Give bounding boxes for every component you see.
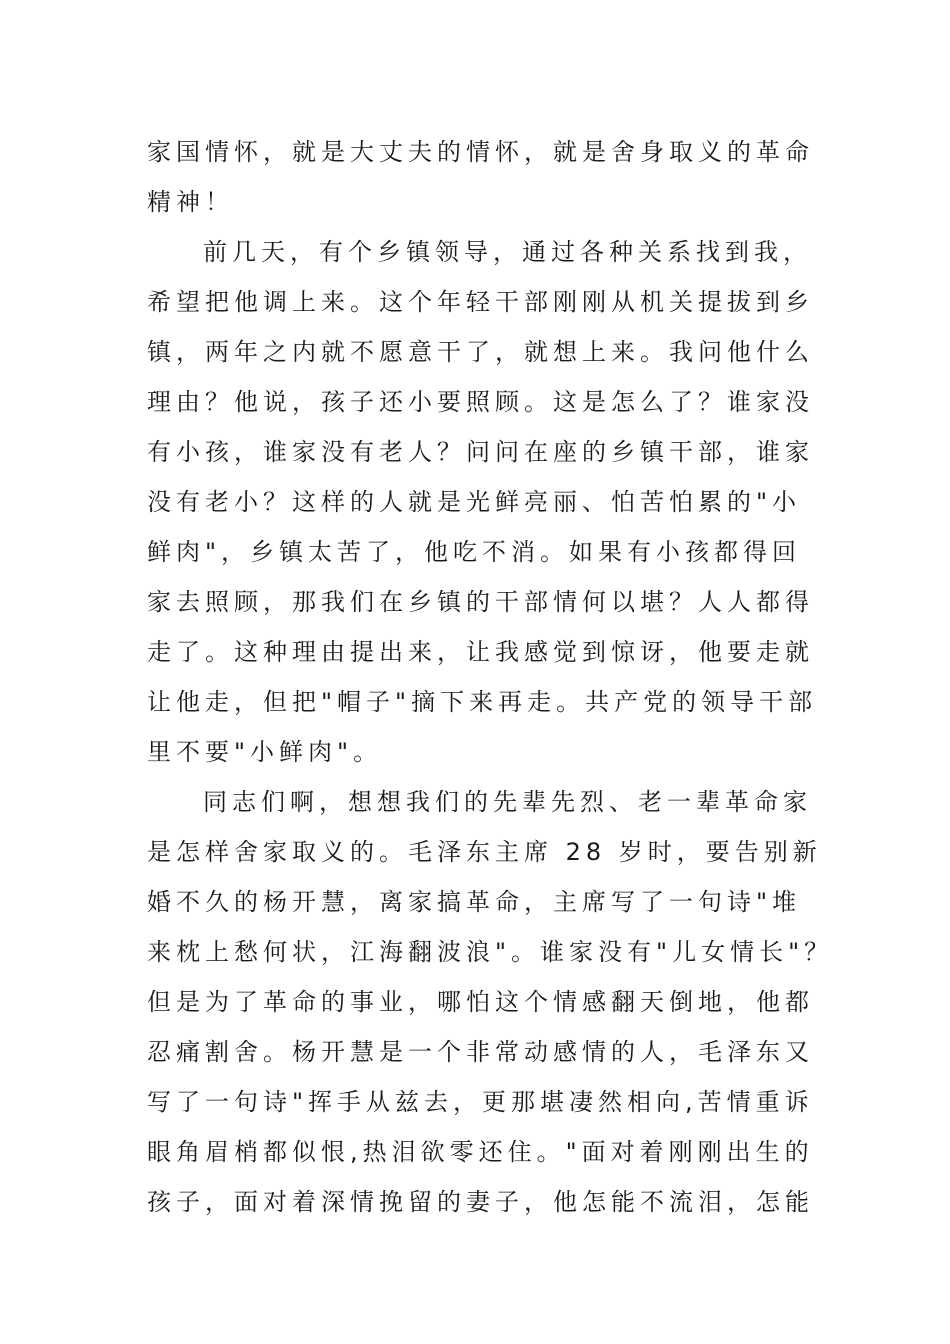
text-line: 写了一句诗"挥手从兹去，更那堪凄然相向,苦情重诉 <box>147 1088 814 1116</box>
text-line: 鲜肉"，乡镇太苦了，他吃不消。如果有小孩都得回 <box>147 538 802 566</box>
text-line: 家国情怀，就是大丈夫的情怀，就是舍身取义的革命 <box>147 138 814 166</box>
text-line: 有小孩，谁家没有老人？问问在座的乡镇干部，谁家 <box>147 438 814 466</box>
text-line: 来枕上愁何状，江海翻波浪"。谁家没有"儿女情长"？ <box>147 938 834 966</box>
text-line: 镇，两年之内就不愿意干了，就想上来。我问他什么 <box>147 338 814 366</box>
text-line: 里不要"小鲜肉"。 <box>147 738 383 766</box>
paragraph-first-line: 同志们啊，想想我们的先辈先烈、老一辈革命家 <box>203 788 812 816</box>
text-line: 精神！ <box>147 188 234 216</box>
text-line: 忍痛割舍。杨开慧是一个非常动感情的人，毛泽东又 <box>147 1038 814 1066</box>
text-line: 希望把他调上来。这个年轻干部刚刚从机关提拔到乡 <box>147 288 814 316</box>
text-line: 婚不久的杨开慧，离家搞革命，主席写了一句诗"堆 <box>147 888 802 916</box>
paragraph-first-line: 前几天，有个乡镇领导，通过各种关系找到我， <box>203 238 812 266</box>
text-line: 家去照顾，那我们在乡镇的干部情何以堪？人人都得 <box>147 588 814 616</box>
text-line: 让他走，但把"帽子"摘下来再走。共产党的领导干部 <box>147 688 818 716</box>
text-line: 走了。这种理由提出来，让我感觉到惊讶，他要走就 <box>147 638 814 666</box>
text-line: 眼角眉梢都似恨,热泪欲零还住。"面对着刚刚出生的 <box>147 1138 814 1166</box>
text-line: 理由？他说，孩子还小要照顾。这是怎么了？谁家没 <box>147 388 814 416</box>
text-line: 但是为了革命的事业，哪怕这个情感翻天倒地，他都 <box>147 988 814 1016</box>
text-line: 孩子，面对着深情挽留的妻子，他怎能不流泪，怎能 <box>147 1188 814 1216</box>
text-line: 是怎样舍家取义的。毛泽东主席 28 岁时，要告别新 <box>147 838 822 866</box>
text-line: 没有老小？这样的人就是光鲜亮丽、怕苦怕累的"小 <box>147 488 802 516</box>
